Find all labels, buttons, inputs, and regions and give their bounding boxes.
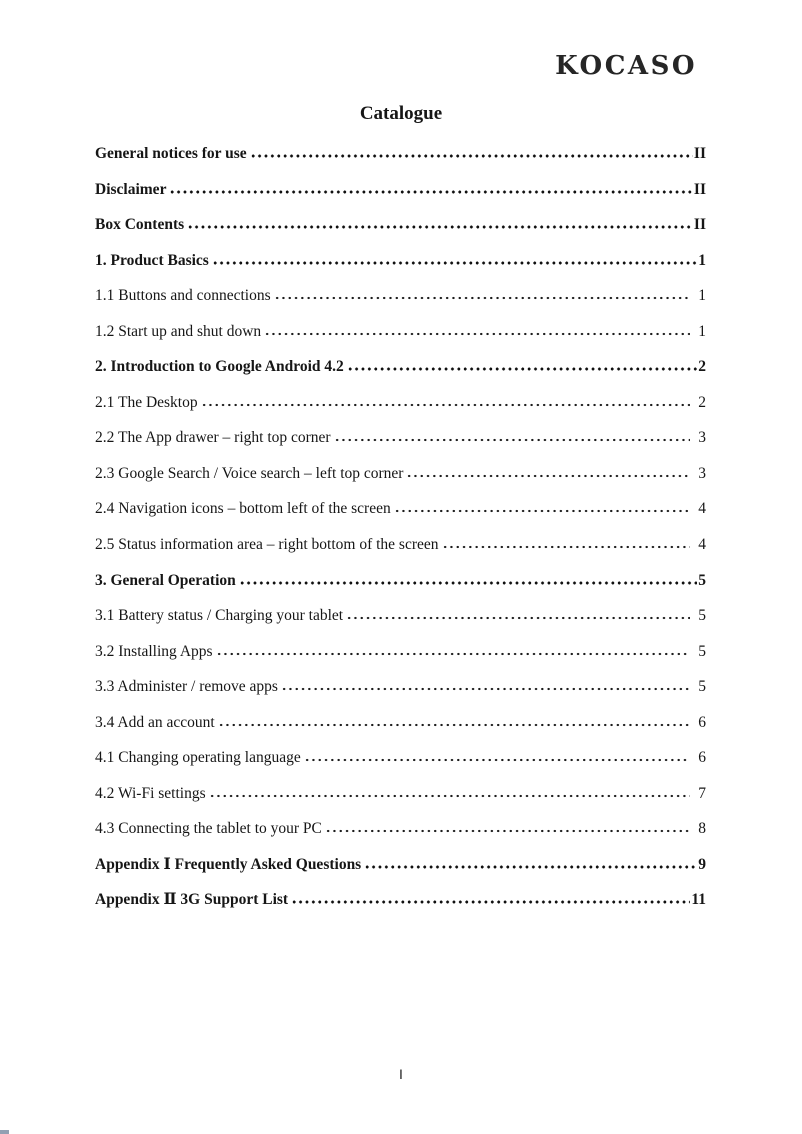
toc-entry-page: 3: [698, 464, 706, 482]
dot-leader: [169, 190, 692, 194]
toc-entry-label: 2.1 The Desktop: [95, 393, 198, 411]
toc-entry-label: 3.4 Add an account: [95, 713, 215, 731]
toc-entry: [95, 605, 706, 641]
toc-entry: [95, 214, 706, 250]
toc-entry: [95, 285, 706, 321]
dot-leader: [212, 261, 697, 265]
toc-entry-label: 1.1 Buttons and connections: [95, 287, 271, 305]
dot-leader: [406, 474, 690, 478]
toc-entry-label: 3.3 Administer / remove apps: [95, 678, 278, 696]
toc-entry-page: 6: [698, 713, 706, 731]
dot-leader: [325, 829, 690, 833]
toc-entry: [95, 427, 706, 463]
toc-entry-label: Disclaimer: [95, 180, 167, 198]
dot-leader: [346, 616, 690, 620]
toc-entry: [95, 783, 706, 819]
toc-entry-label: 4.2 Wi-Fi settings: [95, 784, 206, 802]
dot-leader: [394, 509, 691, 513]
toc-entry-page: 5: [698, 678, 706, 696]
toc-entry-page: 6: [698, 749, 706, 767]
toc-entry: [95, 392, 706, 428]
toc-entry-page: II: [693, 145, 706, 162]
dot-leader: [264, 332, 690, 336]
toc-entry-label: 2.3 Google Search / Voice search – left top corner: [95, 464, 404, 482]
toc-entry-page: 9: [698, 855, 706, 873]
toc-entry-page: 5: [698, 642, 706, 660]
toc-entry-label: 4.1 Changing operating language: [95, 749, 301, 767]
toc-entry-page: II: [693, 216, 706, 234]
toc-entry-page: 2: [698, 358, 706, 376]
toc-entry-page: 8: [698, 820, 706, 838]
toc-entry-label: Appendix Ⅰ Frequently Asked Questions: [95, 855, 362, 873]
toc-entry: [95, 641, 706, 677]
toc-entry-label: Box Contents: [95, 216, 185, 234]
toc-entry-label: 1. Product Basics: [95, 251, 209, 269]
dot-leader: [291, 900, 690, 904]
dot-leader: [274, 296, 691, 300]
toc-entry-label: 2.5 Status information area – right bottom of the screen: [95, 536, 439, 554]
toc-entry-page: 5: [698, 607, 706, 625]
toc-entry: [95, 570, 706, 606]
toc-entry-page: 1: [698, 251, 706, 269]
toc-entry-page: 7: [698, 784, 706, 802]
toc-entry: [95, 818, 706, 854]
toc-entry: [95, 250, 706, 286]
dot-leader: [281, 687, 690, 691]
toc-entry: [95, 179, 706, 215]
toc-entry: [95, 676, 706, 712]
dot-leader: [216, 652, 691, 656]
scan-artifact: [0, 1130, 9, 1134]
toc-entry: [95, 498, 706, 534]
dot-leader: [334, 438, 691, 442]
dot-leader: [364, 865, 697, 869]
toc-entry-page: 2: [698, 393, 706, 411]
toc-entry-label: 3. General Operation: [95, 571, 236, 589]
dot-leader: [347, 367, 697, 371]
toc-entry-label: 2.4 Navigation icons – bottom left of the screen: [95, 500, 391, 518]
toc-entry: [95, 143, 706, 179]
toc-entry-label: 4.3 Connecting the tablet to your PC: [95, 820, 322, 838]
toc-entry-label: 2. Introduction to Google Android 4.2: [95, 358, 344, 376]
toc-entry: [95, 854, 706, 890]
toc-entry-label: 3.2 Installing Apps: [95, 642, 213, 660]
toc-entry-page: 4: [698, 500, 706, 518]
toc-entry-label: 2.2 The App drawer – right top corner: [95, 429, 331, 447]
page-title: Catalogue: [359, 103, 443, 124]
toc-entry-page: 4: [698, 536, 706, 554]
dot-leader: [239, 581, 697, 585]
toc-entry: [95, 712, 706, 748]
toc-entry-page: II: [693, 180, 706, 198]
toc-entry: [95, 321, 706, 357]
toc-entry-label: General notices for use: [95, 145, 247, 162]
toc-entry-page: 5: [698, 571, 706, 589]
toc-entry-page: 11: [691, 891, 706, 909]
toc-entry-label: 3.1 Battery status / Charging your tablet: [95, 607, 344, 625]
toc-entry-label: 1.2 Start up and shut down: [95, 322, 262, 340]
toc-entry: [95, 356, 706, 392]
dot-leader: [218, 723, 691, 727]
toc-entry: [95, 889, 706, 925]
toc-entry: [95, 534, 706, 570]
dot-leader: [187, 225, 693, 229]
toc-entry-label: Appendix Ⅱ 3G Support List: [95, 891, 289, 909]
page-number-footer: I: [399, 1066, 403, 1082]
toc-entry-page: 1: [698, 287, 706, 305]
toc-entry: [95, 463, 706, 499]
table-of-contents: [95, 143, 706, 925]
dot-leader: [304, 758, 690, 762]
dot-leader: [209, 794, 691, 798]
toc-entry-page: 1: [698, 322, 706, 340]
dot-leader: [201, 403, 691, 407]
kocaso-logo: KOCASO: [555, 51, 697, 81]
dot-leader: [442, 545, 691, 549]
toc-entry: [95, 747, 706, 783]
toc-entry-page: 3: [698, 429, 706, 447]
dot-leader: [250, 154, 693, 158]
